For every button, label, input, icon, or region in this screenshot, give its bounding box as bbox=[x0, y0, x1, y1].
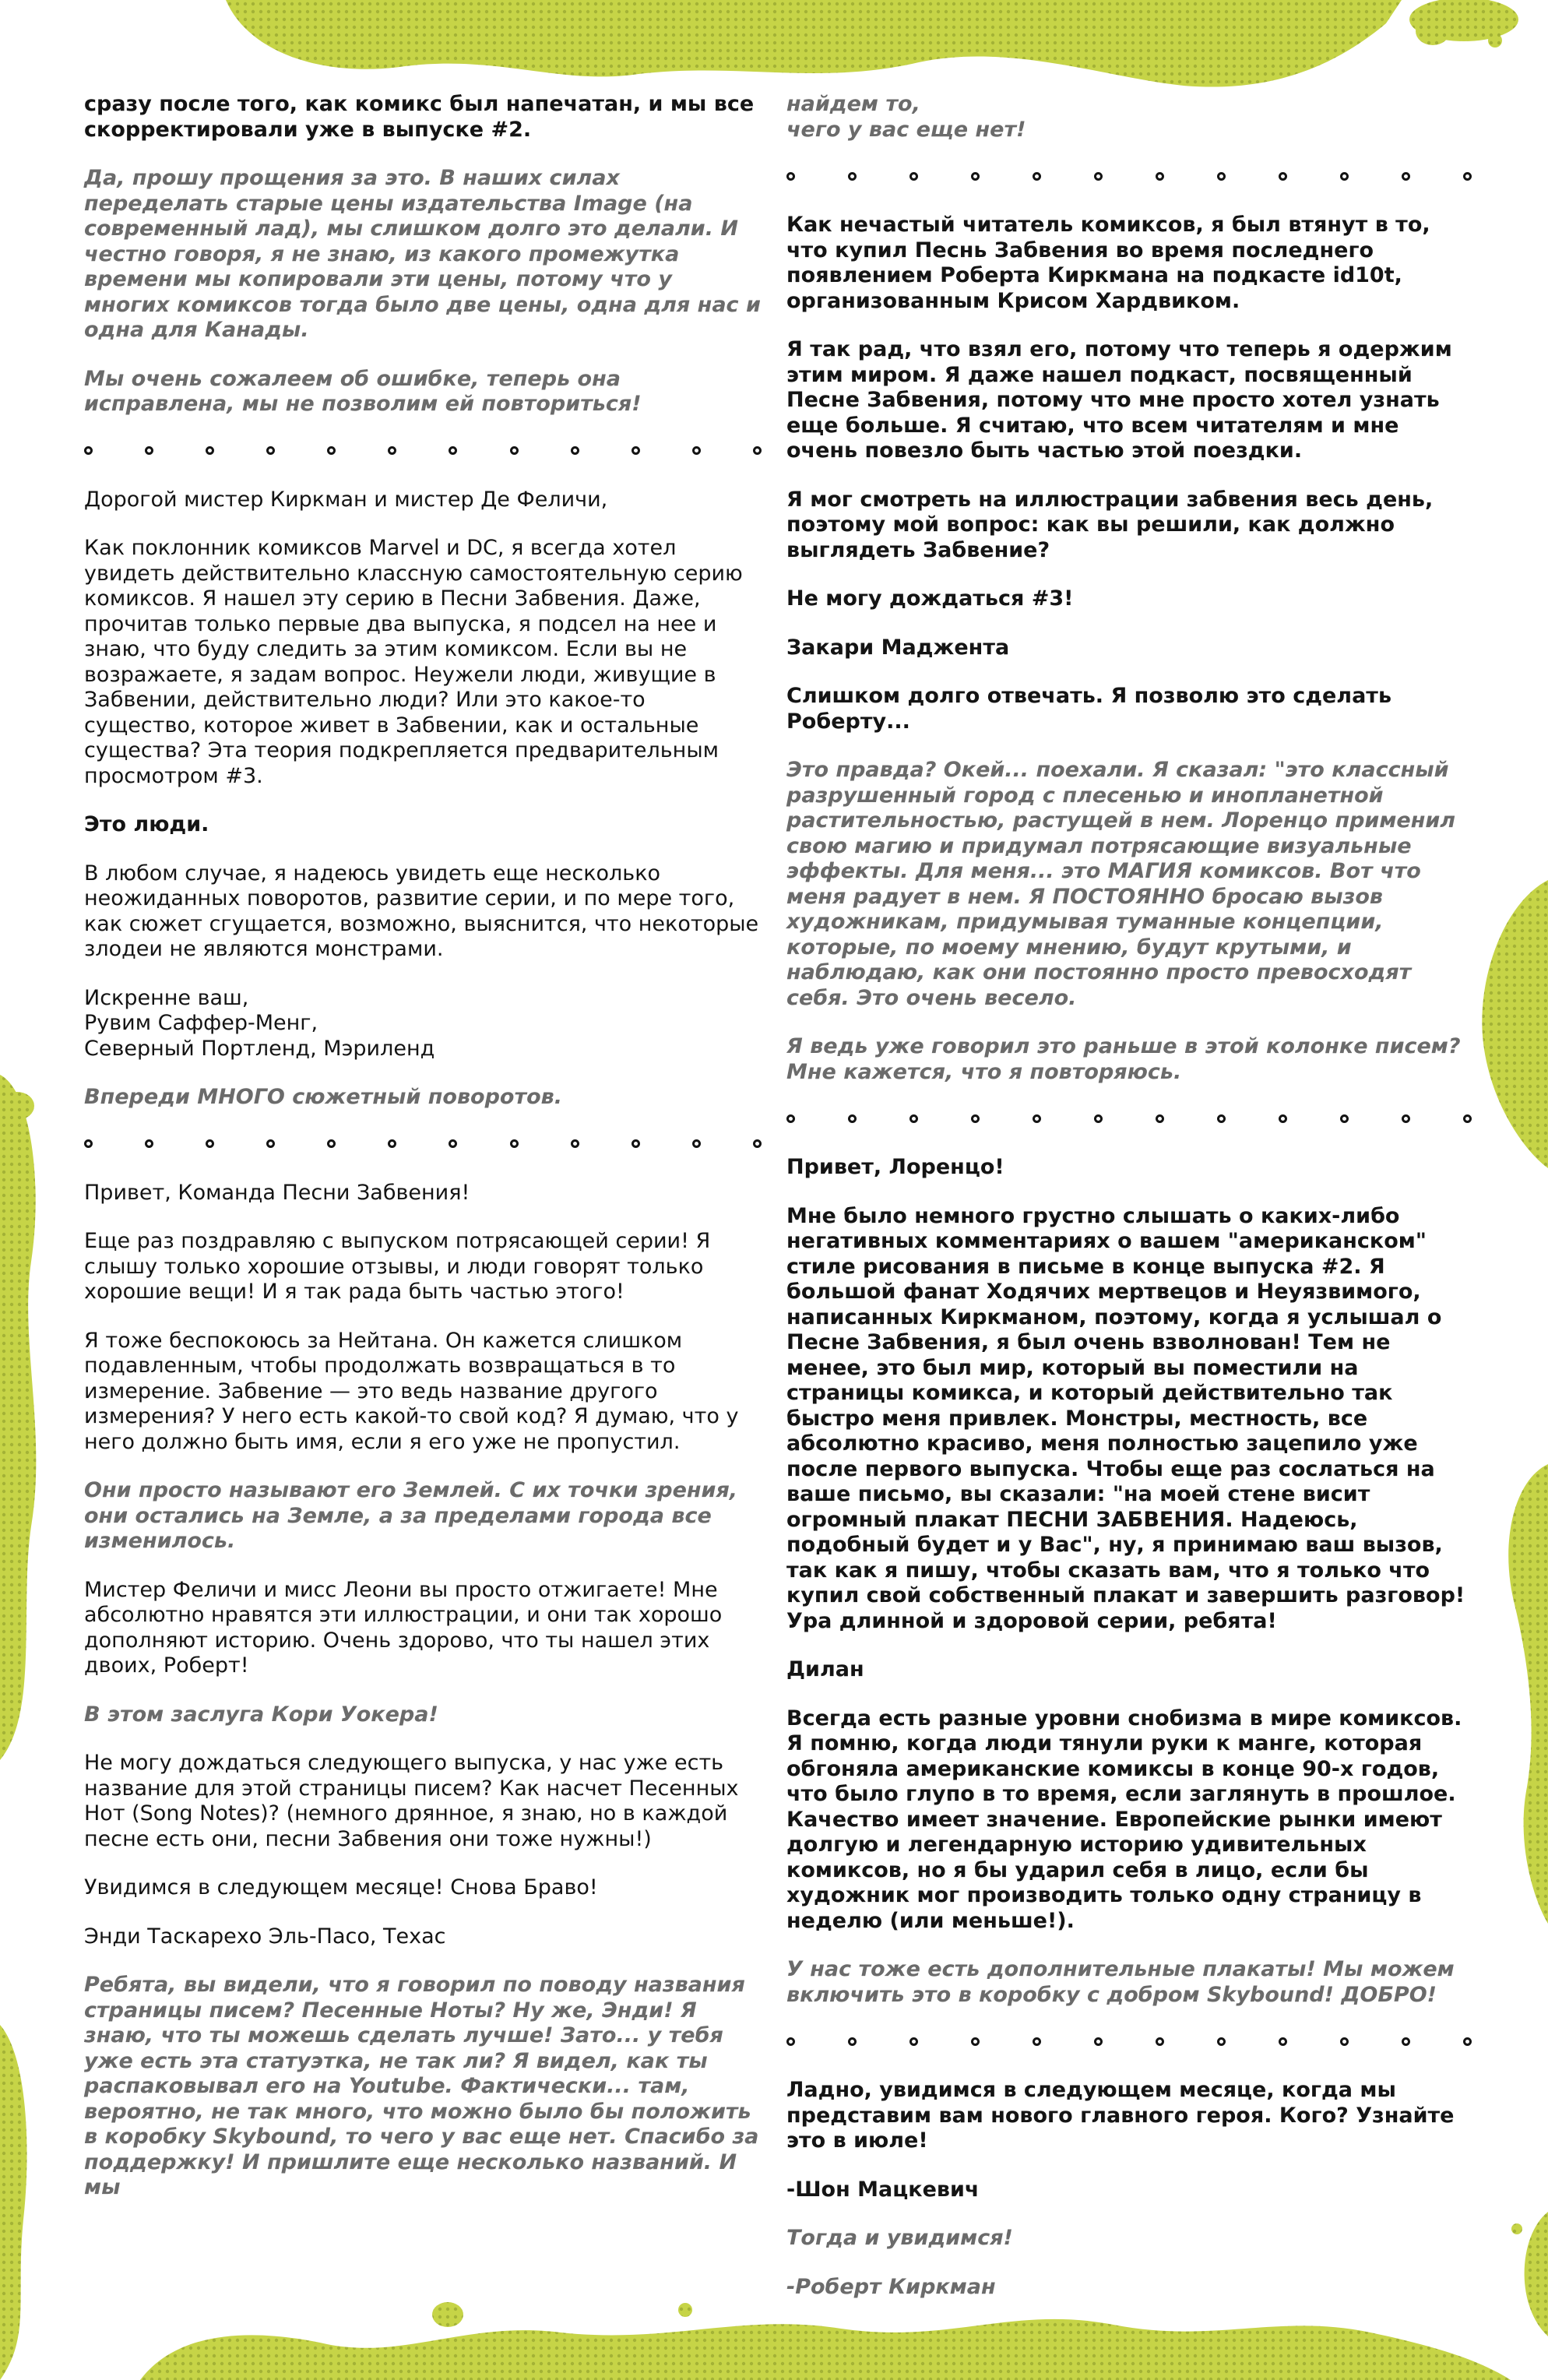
separator-dot bbox=[510, 1139, 519, 1148]
letter-paragraph: Слишком долго отвечать. Я позволю это сделать Роберту... bbox=[786, 684, 1392, 734]
separator-dot bbox=[145, 446, 153, 455]
letter-paragraph: -Шон Мацкевич bbox=[786, 2177, 980, 2202]
letter-paragraph: Энди Таскарехо Эль-Пасо, Техас bbox=[84, 1924, 446, 1949]
separator-dot bbox=[786, 172, 795, 181]
separator-dot bbox=[632, 446, 640, 455]
separator-dot bbox=[786, 2037, 795, 2046]
separator-dot bbox=[1156, 2037, 1164, 2046]
separator-dot bbox=[388, 1139, 396, 1148]
letter-paragraph: Я мог смотреть на иллюстрации забвения весь день, поэтому мой вопрос: как вы решили, как должно выглядеть Забвение? bbox=[786, 487, 1434, 562]
letter-paragraph: Привет, Команда Песни Забвения! bbox=[84, 1180, 470, 1205]
letter-paragraph: Мистер Феличи и мисс Леони вы просто отжигаете! Мне абсолютно нравятся эти иллюстрации, и они так хорошо дополняют историю. Очень здорово, что ты нашел этих двоих, Роберт! bbox=[84, 1577, 723, 1678]
editor-reply-paragraph: Это правда? Окей... поехали. Я сказал: "это классный разрушенный город с плесенью и инопланетной растительностью, растущей в нем. Лоренцо применил свою магию и придумал потрясающие визуальные эффекты. Для меня... это МАГИЯ комиксов. Вот что меня радует в нем. Я ПОСТОЯННО бросаю вызов художникам, придумывая туманные концепции, которые, по моему мнению, будут крутыми, и наблюдаю, как они постоянно просто превосходят себя. Это очень весело. bbox=[786, 758, 1456, 1010]
letter-paragraph: сразу после того, как комикс был напечатан, и мы все скорректировали уже в выпуске #2. bbox=[84, 92, 755, 142]
separator-dot bbox=[848, 1114, 857, 1123]
separator-dot bbox=[909, 1114, 918, 1123]
separator-dot bbox=[1094, 172, 1103, 181]
separator-dot bbox=[848, 2037, 857, 2046]
separator-dot bbox=[753, 446, 762, 455]
dotted-separator bbox=[786, 2031, 1472, 2051]
letter-paragraph: Я тоже беспокоюсь за Нейтана. Он кажется слишком подавленным, чтобы продолжать возвращаться в то измерение. Забвение — это ведь название другого измерения? У него есть какой-то свой код? Я думаю, что у него должно быть имя, если я его уже не пропустил. bbox=[84, 1328, 739, 1454]
separator-dot bbox=[145, 1139, 153, 1148]
letter-paragraph: Не могу дождаться #3! bbox=[786, 586, 1074, 611]
separator-dot bbox=[206, 446, 214, 455]
separator-dot bbox=[971, 172, 980, 181]
separator-dot bbox=[848, 172, 857, 181]
separator-dot bbox=[971, 2037, 980, 2046]
letter-paragraph: Ладно, увидимся в следующем месяце, когда мы представим вам нового главного героя. Кого? Узнайте это в июле! bbox=[786, 2078, 1455, 2153]
separator-dot bbox=[571, 1139, 579, 1148]
letter-paragraph: Как нечастый читатель комиксов, я был втянут в то, что купил Песнь Забвения во время последнего появлением Роберта Киркмана на подкасте id10t, организованным Крисом Хардвиком. bbox=[786, 213, 1430, 313]
separator-dot bbox=[909, 172, 918, 181]
editor-reply-paragraph: Тогда и увидимся! bbox=[786, 2226, 1013, 2250]
letter-paragraph: В любом случае, я надеюсь увидеть еще несколько неожиданных поворотов, развитие серии, и по мере того, как сюжет сгущается, возможно, выяснится, что некоторые злодеи не являются монстрами. bbox=[84, 861, 759, 961]
separator-dot bbox=[1094, 2037, 1103, 2046]
letter-paragraph: Еще раз поздравляю с выпуском потрясающей серии! Я слышу только хорошие отзывы, и люди говорят только хорошие вещи! И я так рада быть частью этого! bbox=[84, 1229, 711, 1304]
separator-dot bbox=[1463, 172, 1472, 181]
separator-dot bbox=[1217, 172, 1226, 181]
separator-dot bbox=[1340, 2037, 1349, 2046]
separator-dot bbox=[1463, 1114, 1472, 1123]
separator-dot bbox=[84, 1139, 93, 1148]
editor-reply-paragraph: Мы очень сожалеем об ошибке, теперь она исправлена, мы не позволим ей повториться! bbox=[84, 366, 642, 416]
separator-dot bbox=[510, 446, 519, 455]
editor-reply-paragraph: Они просто называют его Землей. С их точки зрения, они остались на Земле, а за пределами города все изменилось. bbox=[84, 1478, 738, 1553]
separator-dot bbox=[1094, 1114, 1103, 1123]
letters-column-left bbox=[84, 92, 762, 2224]
editor-reply-paragraph: найдем то, чего у вас еще нет! bbox=[786, 92, 1026, 142]
editor-reply-paragraph: Ребята, вы видели, что я говорил по поводу названия страницы писем? Песенные Ноты? Ну же, Энди! Я знаю, что ты можешь сделать лучше! Зато... у тебя уже есть эта статуэтка, не так ли? Я видел, как ты распаковывал его на Youtube. Фактически... там, вероятно, не так много, что можно было бы положить в коробку Skybound, то чего у вас еще нет. Спасибо за поддержку! И пришлите еще несколько названий. И мы bbox=[84, 1973, 759, 2199]
dotted-separator bbox=[786, 1108, 1472, 1128]
separator-dot bbox=[753, 1139, 762, 1148]
letter-paragraph: Мне было немного грустно слышать о каких-либо негативных комментариях о вашем "американском" стиле рисования в письме в конце выпуска #2. Я большой фанат Ходячих мертвецов и Неуязвимого, написанных Киркманом, поэтому, когда я услышал о Песне Забвения, я был очень взволнован! Тем не менее, это был мир, который вы поместили на страницы комикса, и который действительно так быстро меня привлек. Монстры, местность, все абсолютно красиво, меня полностью зацепило уже после первого выпуска. Чтобы еще раз сослаться на ваше письмо, вы сказали: "на моей стене висит огромный плакат ПЕСНИ ЗАБВЕНИЯ. Надеюсь, подобный будет и у Вас", ну, я принимаю ваш вызов, так как я пишу, чтобы сказать вам, что я только что купил свой собственный плакат и завершить разговор! Ура длинной и здоровой серии, ребята! bbox=[786, 1203, 1465, 1633]
separator-dot bbox=[449, 446, 457, 455]
signature-line: Искренне ваш, bbox=[84, 985, 249, 1010]
dotted-separator bbox=[84, 441, 762, 461]
letter-paragraph: Всегда есть разные уровни снобизма в мире комиксов. Я помню, когда люди тянули руки к манге, которая обгоняла американские комиксы в конце 90-х годов, что было глупо в то время, если заглянуть в прошлое. Качество имеет значение. Европейские рынки имеют долгую и легендарную историю удивительных комиксов, но я бы ударил себя в лицо, если бы художник мог производить только одну страницу в неделю (или меньше!). bbox=[786, 1706, 1462, 1933]
separator-dot bbox=[1402, 2037, 1410, 2046]
separator-dot bbox=[971, 1114, 980, 1123]
letter-paragraph: Дилан bbox=[786, 1657, 864, 1681]
separator-dot bbox=[1033, 172, 1041, 181]
letter-paragraph: Дорогой мистер Киркман и мистер Де Феличи, bbox=[84, 487, 608, 512]
separator-dot bbox=[692, 446, 701, 455]
letter-signature bbox=[84, 986, 762, 1062]
letter-paragraph: Я так рад, что взял его, потому что теперь я одержим этим миром. Я даже нашел подкаст, посвященный Песне Забвения, потому что мне просто хотел узнать еще больше. Я считаю, что всем читателям и мне очень повезло быть частью этой поездки. bbox=[786, 337, 1452, 463]
letter-paragraph: Закари Маджента bbox=[786, 635, 1010, 660]
letter-paragraph: Увидимся в следующем месяце! Снова Браво! bbox=[84, 1875, 598, 1899]
separator-dot bbox=[1217, 2037, 1226, 2046]
dotted-separator bbox=[84, 1134, 762, 1154]
separator-dot bbox=[1402, 1114, 1410, 1123]
editor-reply-paragraph: Да, прошу прощения за это. В наших силах переделать старые цены издательства Image (на современный лад), мы слишком долго это делали. И честно говоря, я не знаю, из какого промежутка времени мы копировали эти цены, потому что у многих комиксов тогда было две цены, одна для нас и одна для Канады. bbox=[84, 166, 761, 342]
editor-reply-paragraph: Я ведь уже говорил это раньше в этой колонке писем? Мне кажется, что я повторяюсь. bbox=[786, 1034, 1461, 1084]
editor-reply-paragraph: У нас тоже есть дополнительные плакаты! Мы можем включить это в коробку с добром Skybound! ДОБРО! bbox=[786, 1957, 1455, 2007]
separator-dot bbox=[1279, 172, 1287, 181]
separator-dot bbox=[1340, 1114, 1349, 1123]
separator-dot bbox=[1340, 172, 1349, 181]
separator-dot bbox=[1156, 172, 1164, 181]
letter-paragraph: Как поклонник комиксов Marvel и DC, я всегда хотел увидеть действительно классную самостоятельную серию комиксов. Я нашел эту серию в Песни Забвения. Даже, прочитав только первые два выпуска, я подсел на нее и знаю, что буду следить за этим комиксом. Если вы не возражаете, я задам вопрос. Неужели люди, живущие в Забвении, действительно люди? Или это какое-то существо, которое живет в Забвении, как и остальные существа? Эта теория подкрепляется предварительным просмотром #3. bbox=[84, 536, 743, 788]
separator-dot bbox=[266, 1139, 275, 1148]
letter-paragraph: Это люди. bbox=[84, 812, 209, 836]
separator-dot bbox=[632, 1139, 640, 1148]
separator-dot bbox=[388, 446, 396, 455]
separator-dot bbox=[692, 1139, 701, 1148]
separator-dot bbox=[786, 1114, 795, 1123]
separator-dot bbox=[1279, 2037, 1287, 2046]
separator-dot bbox=[1156, 1114, 1164, 1123]
editor-reply-paragraph: -Роберт Киркман bbox=[786, 2274, 996, 2299]
signature-line: Рувим Саффер-Менг, bbox=[84, 1011, 318, 1035]
separator-dot bbox=[571, 446, 579, 455]
separator-dot bbox=[1463, 2037, 1472, 2046]
separator-dot bbox=[909, 2037, 918, 2046]
separator-dot bbox=[266, 446, 275, 455]
separator-dot bbox=[1279, 1114, 1287, 1123]
separator-dot bbox=[206, 1139, 214, 1148]
editor-reply-paragraph: В этом заслуга Кори Уокера! bbox=[84, 1702, 438, 1727]
separator-dot bbox=[1033, 2037, 1041, 2046]
separator-dot bbox=[1217, 1114, 1226, 1123]
letter-paragraph: Привет, Лоренцо! bbox=[786, 1155, 1004, 1179]
letter-paragraph: Не могу дождаться следующего выпуска, у нас уже есть название для этой страницы писем? Как насчет Песенных Нот (Song Notes)? (немного дрянное, я знаю, но в каждой песне есть они, песни Забвения они тоже нужны!) bbox=[84, 1751, 739, 1851]
separator-dot bbox=[84, 446, 93, 455]
separator-dot bbox=[1033, 1114, 1041, 1123]
letters-column-right bbox=[786, 92, 1472, 2323]
separator-dot bbox=[327, 1139, 336, 1148]
signature-line: Северный Портленд, Мэриленд bbox=[84, 1036, 435, 1061]
separator-dot bbox=[449, 1139, 457, 1148]
separator-dot bbox=[327, 446, 336, 455]
separator-dot bbox=[1402, 172, 1410, 181]
dotted-separator bbox=[786, 166, 1472, 186]
editor-reply-paragraph: Впереди МНОГО сюжетный поворотов. bbox=[84, 1085, 563, 1109]
